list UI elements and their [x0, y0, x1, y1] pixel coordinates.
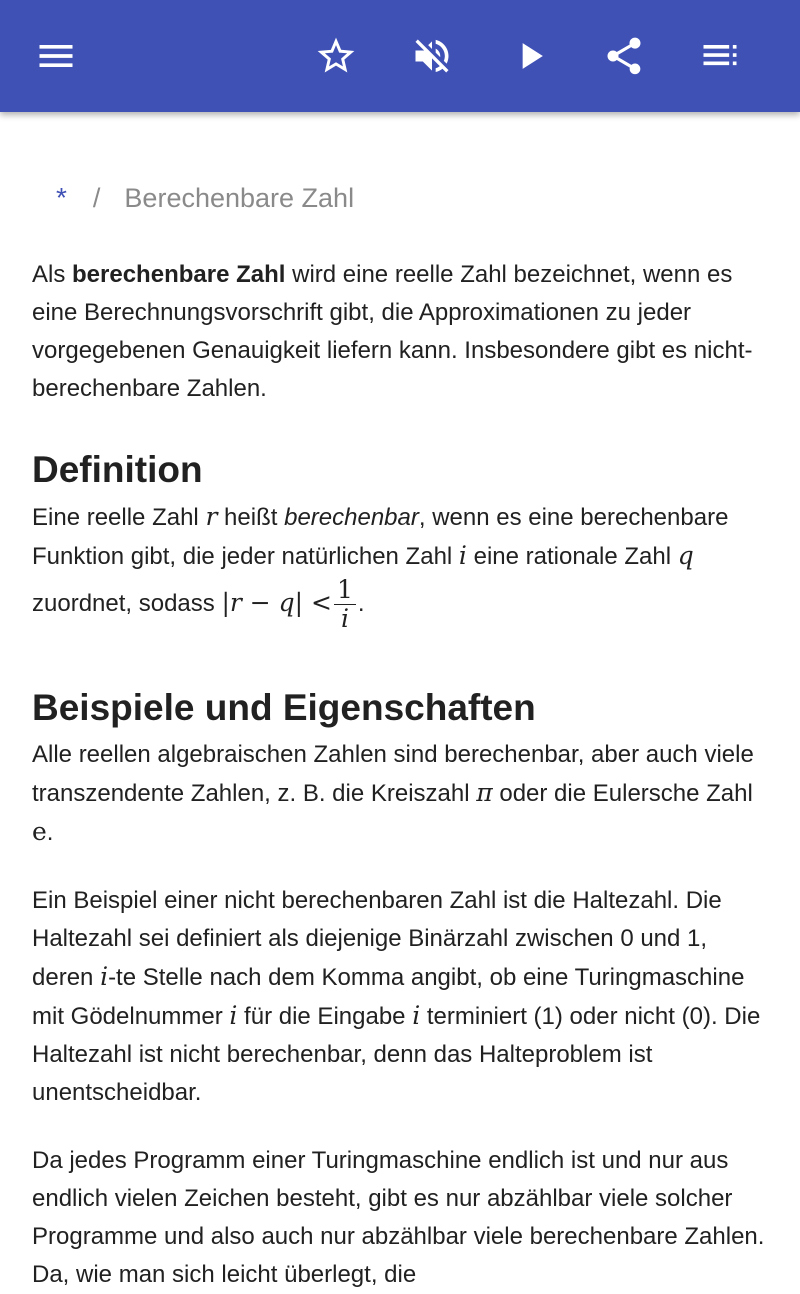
mute-button[interactable]	[404, 28, 460, 84]
examples-paragraph-3: Da jedes Programm einer Turingmaschine endlich ist und nur aus endlich vielen Zeichen besteht, gibt es nur abzählbar viele solcher Programme und also auch nur abzählbar viele berechenbare Zahlen. Da, wie man sich leicht überlegt, die	[32, 1147, 765, 1288]
formula: |r − q| <	[221, 587, 332, 617]
menu-icon	[34, 34, 78, 78]
play-button[interactable]	[502, 28, 558, 84]
share-icon	[602, 34, 646, 78]
playlist-button[interactable]	[692, 28, 748, 84]
breadcrumb-separator: /	[92, 183, 101, 213]
fraction: $\frac{1}{i}$	[334, 576, 356, 633]
share-button[interactable]	[596, 28, 652, 84]
examples-paragraph-2: Ein Beispiel einer nicht berechenbaren Zahl ist die Haltezahl. Die Haltezahl sei definiert als diejenige Binärzahl zwischen 0 und 1, deren i-te Stelle nach dem Komma angibt, ob eine Turingmaschine mit Gödelnummer i für die Eingabe i terminiert (1) oder nicht (0). Die Haltezahl ist nicht berechenbar, denn das Halteproblem ist unentscheidbar.	[32, 887, 761, 1106]
breadcrumb-current: Berechenbare Zahl	[124, 183, 355, 213]
star-outline-icon	[314, 34, 358, 78]
favorite-button[interactable]	[308, 28, 364, 84]
playlist-icon	[698, 34, 742, 78]
breadcrumb	[56, 182, 354, 214]
breadcrumb-home-link[interactable]: *	[56, 182, 67, 213]
app-bar	[0, 0, 800, 112]
heading-definition: Definition	[32, 449, 203, 490]
intro-bold-term: berechenbare Zahl	[72, 261, 286, 288]
menu-button[interactable]	[28, 28, 84, 84]
play-icon	[508, 34, 552, 78]
examples-paragraph-1: Alle reellen algebraischen Zahlen sind berechenbar, aber auch viele transzendente Zahlen, z. B. die Kreiszahl π oder die Eulersche Zahl e.	[32, 741, 754, 846]
intro-paragraph: Als berechenbare Zahl wird eine reelle Zahl bezeichnet, wenn es eine Berechnungsvorschrift gibt, die Approximationen zu jeder vorgegebenen Genauigkeit liefern kann. Insbesondere gibt es nicht-berechenbare Zahlen.	[32, 261, 753, 402]
heading-examples: Beispiele und Eigenschaften	[32, 687, 536, 728]
definition-paragraph: Eine reelle Zahl r heißt berechenbar, wenn es eine berechenbare Funktion gibt, die jeder natürlichen Zahl i eine rationale Zahl q zuordnet, sodass |r − q| < $\frac{1}{i}$ .	[32, 502, 729, 633]
volume-off-icon	[410, 34, 454, 78]
